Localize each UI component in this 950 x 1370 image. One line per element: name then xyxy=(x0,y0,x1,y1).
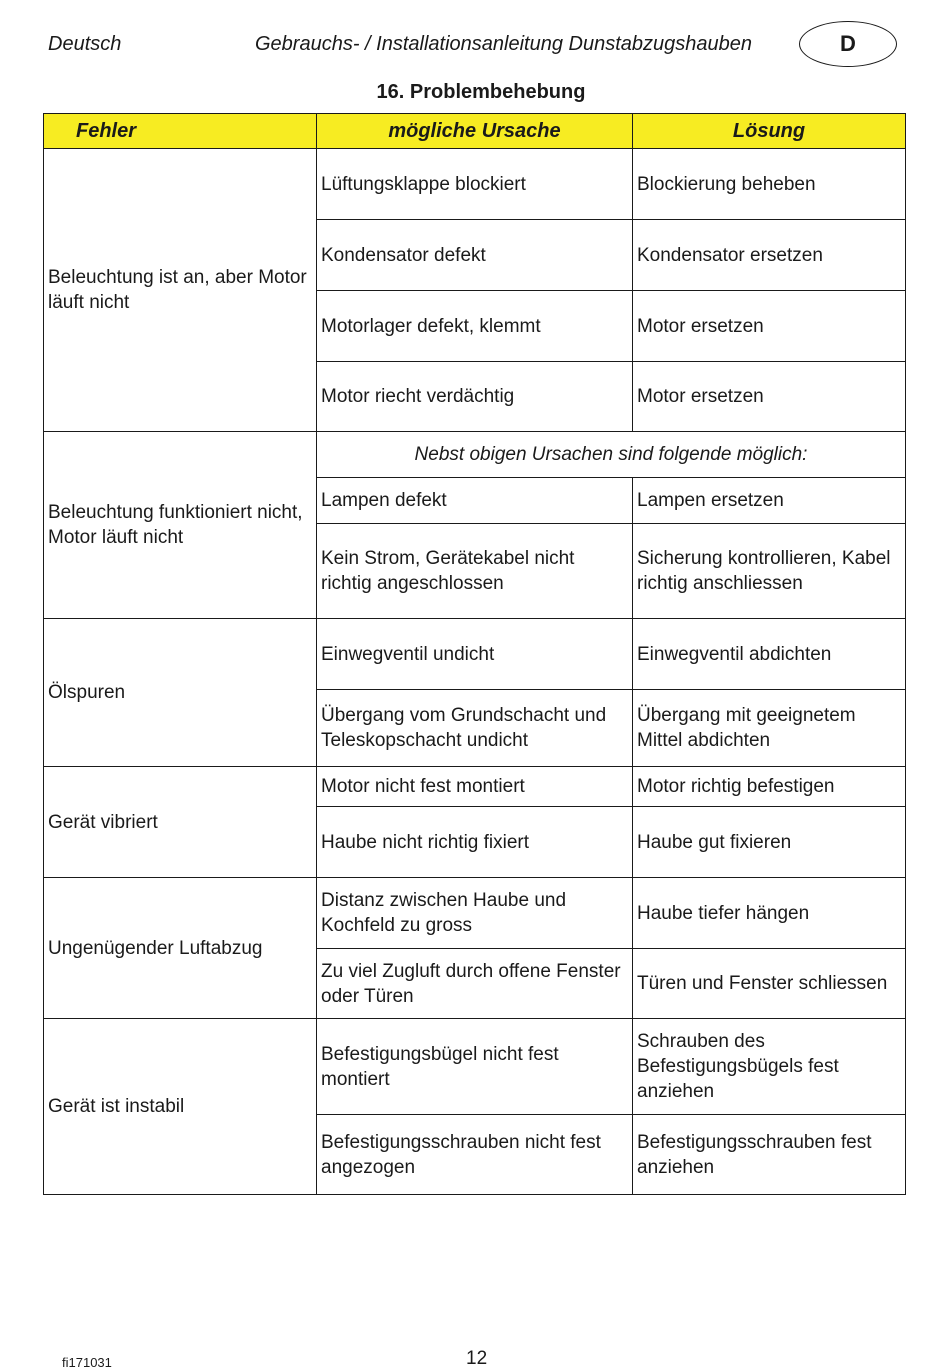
table-row xyxy=(44,878,906,949)
country-badge: D xyxy=(799,21,897,67)
document-code: fi171031 xyxy=(62,1355,112,1370)
note-cell: Nebst obigen Ursachen sind folgende möglich: xyxy=(317,432,906,478)
cause-cell: Befestigungsbügel nicht fest montiert xyxy=(317,1019,633,1115)
cause-cell: Distanz zwischen Haube und Kochfeld zu gross xyxy=(317,878,633,949)
column-header-solution: Lösung xyxy=(633,114,906,149)
cause-cell: Übergang vom Grundschacht und Teleskopschacht undicht xyxy=(317,690,633,767)
solution-cell: Sicherung kontrollieren, Kabel richtig anschliessen xyxy=(633,524,906,619)
fault-cell: Ungenügender Luftabzug xyxy=(44,878,317,1019)
cause-cell: Motorlager defekt, klemmt xyxy=(317,291,633,362)
header-language: Deutsch xyxy=(48,33,122,55)
solution-cell: Übergang mit geeignetem Mittel abdichten xyxy=(633,690,906,767)
solution-cell: Motor richtig befestigen xyxy=(633,767,906,807)
troubleshooting-table xyxy=(43,113,906,1195)
cause-cell: Motor nicht fest montiert xyxy=(317,767,633,807)
cause-cell: Kondensator defekt xyxy=(317,220,633,291)
fault-cell: Gerät ist instabil xyxy=(44,1019,317,1195)
cause-cell: Lüftungsklappe blockiert xyxy=(317,149,633,220)
solution-cell: Kondensator ersetzen xyxy=(633,220,906,291)
solution-cell: Lampen ersetzen xyxy=(633,478,906,524)
cause-cell: Motor riecht verdächtig xyxy=(317,362,633,432)
table-header-row xyxy=(44,114,906,149)
cause-cell: Zu viel Zugluft durch offene Fenster oder Türen xyxy=(317,949,633,1019)
column-header-fault: Fehler xyxy=(44,114,317,149)
cause-cell: Kein Strom, Gerätekabel nicht richtig angeschlossen xyxy=(317,524,633,619)
header-title: Gebrauchs- / Installationsanleitung Dunstabzugshauben xyxy=(255,33,752,55)
cause-cell: Befestigungsschrauben nicht fest angezogen xyxy=(317,1115,633,1195)
page-number: 12 xyxy=(466,1348,488,1369)
solution-cell: Blockierung beheben xyxy=(633,149,906,220)
solution-cell: Haube gut fixieren xyxy=(633,807,906,878)
solution-cell: Einwegventil abdichten xyxy=(633,619,906,690)
fault-cell: Ölspuren xyxy=(44,619,317,767)
solution-cell: Motor ersetzen xyxy=(633,291,906,362)
solution-cell: Türen und Fenster schliessen xyxy=(633,949,906,1019)
solution-cell: Haube tiefer hängen xyxy=(633,878,906,949)
table-row xyxy=(44,619,906,690)
table-row xyxy=(44,149,906,220)
table-row xyxy=(44,432,906,478)
table-row xyxy=(44,767,906,807)
table-row xyxy=(44,1019,906,1115)
fault-cell: Beleuchtung funktioniert nicht, Motor läuft nicht xyxy=(44,432,317,619)
solution-cell: Befestigungsschrauben fest anziehen xyxy=(633,1115,906,1195)
solution-cell: Schrauben des Befestigungsbügels fest anziehen xyxy=(633,1019,906,1115)
fault-cell: Gerät vibriert xyxy=(44,767,317,878)
cause-cell: Lampen defekt xyxy=(317,478,633,524)
cause-cell: Einwegventil undicht xyxy=(317,619,633,690)
solution-cell: Motor ersetzen xyxy=(633,362,906,432)
cause-cell: Haube nicht richtig fixiert xyxy=(317,807,633,878)
section-title: 16. Problembehebung xyxy=(376,81,586,103)
column-header-cause: mögliche Ursache xyxy=(317,114,633,149)
fault-cell: Beleuchtung ist an, aber Motor läuft nicht xyxy=(44,149,317,432)
